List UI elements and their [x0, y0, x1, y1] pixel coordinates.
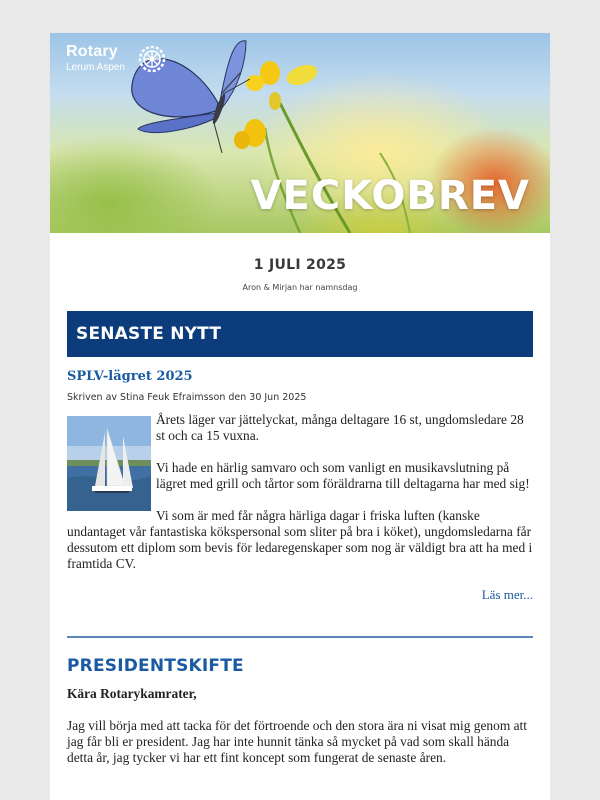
article-body: [67, 412, 533, 572]
president-greeting: Kära Rotarykamrater,: [67, 686, 197, 701]
newsletter-title: VECKOBREV: [250, 173, 530, 219]
nameday-note: Aron & Mirjan har namnsdag: [242, 283, 358, 292]
article-paragraph-3: Vi som är med får några härliga dagar i friska luften (kanske undantaget vår fantastiska kökspersonal som sliter på bra i köket), ungdomsledarna får dessutom ett diplom som bevis för ledaregenskaper som nog är väldigt bra att ha med i framtida CV.: [67, 508, 533, 571]
news-section: [50, 369, 550, 766]
rotary-wheel-icon: [136, 43, 168, 75]
section-divider: [67, 636, 533, 638]
section-header-news: [67, 311, 533, 357]
article-byline: Skriven av Stina Feuk Efraimsson den 30 Jun 2025: [67, 392, 307, 403]
hero-banner: [50, 33, 550, 233]
article-paragraph-1: Årets läger var jättelyckat, många deltagare 16 st, ungdomsledare 28 st och ca 15 vuxna.: [156, 412, 524, 443]
issue-date: 1 JULI 2025: [253, 257, 347, 273]
article-title-link[interactable]: SPLV-lägret 2025: [67, 369, 193, 384]
logo-club-name: Lerum Aspen: [66, 62, 125, 73]
article-paragraph-2: Vi hade en härlig samvaro och som vanligt en musikavslutning på lägret med grill och tårtor som föräldrarna till deltagarna har med sig!: [156, 460, 530, 491]
sailboat-photo[interactable]: [67, 416, 151, 511]
president-paragraph: Jag vill börja med att tacka för det förtroende och den stora ära ni visat mig genom att jag får bli er president. Jag har inte hunnit tänka så mycket på vad som skall hända detta år, jag tycker vi har ett fint koncept som fungerat de senaste åren.: [67, 718, 527, 765]
newsletter: [50, 33, 550, 800]
rotary-logo[interactable]: [66, 43, 125, 73]
section-header-label: SENASTE NYTT: [76, 324, 222, 344]
president-letter: [67, 718, 533, 766]
section-header-president: PRESIDENTSKIFTE: [67, 656, 244, 676]
read-more-link[interactable]: Läs mer...: [481, 587, 533, 602]
logo-wordmark: Rotary: [66, 43, 118, 60]
